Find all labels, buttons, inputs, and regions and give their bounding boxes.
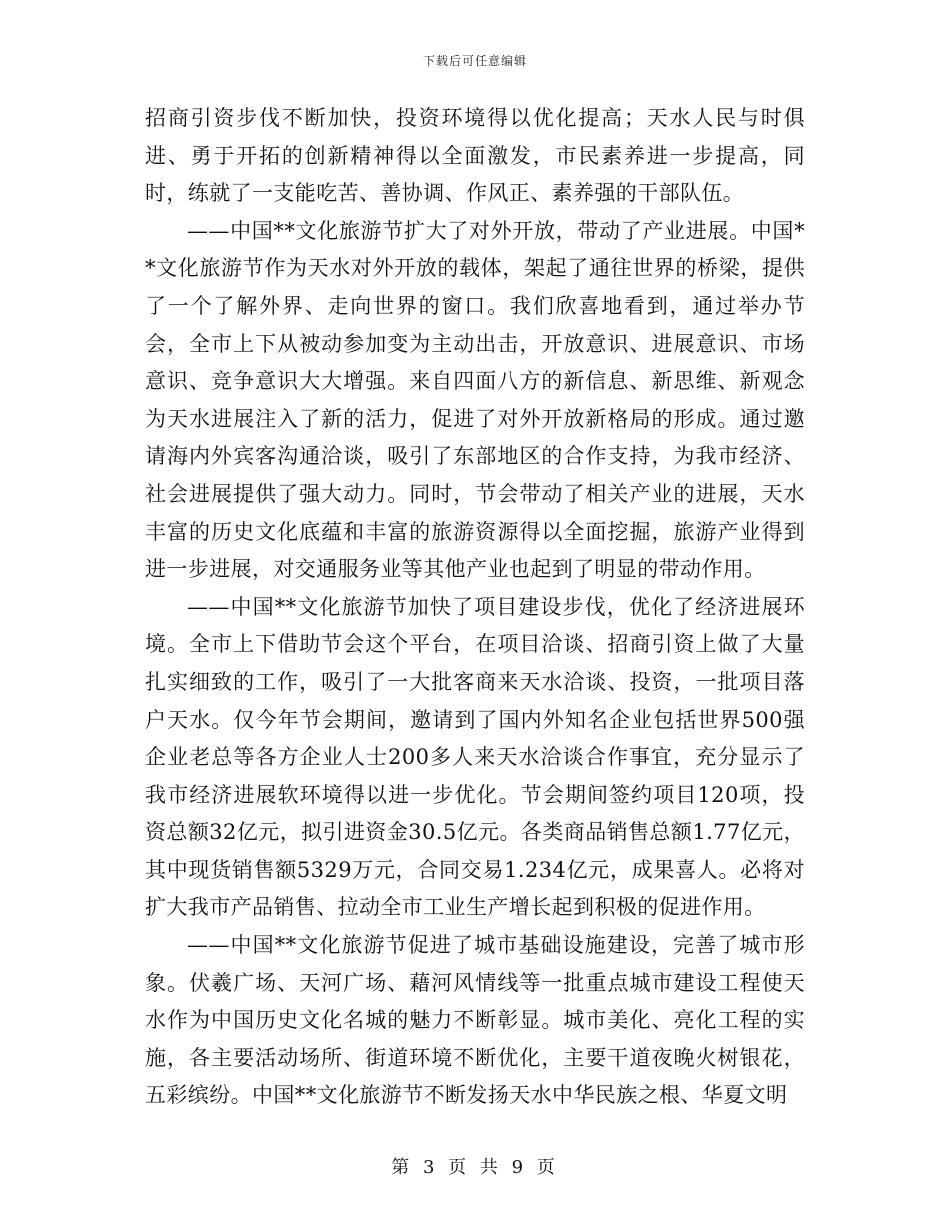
paragraph-city-infrastructure: ——中国**文化旅游节促进了城市基础设施建设，完善了城市形象。伏羲广场、天河广场、藉河风情线等一批重点城市建设工程使天水作为中国历史文化名城的魅力不断彰显。城市美化、亮化工程的实施，各主要活动场所、街道环境不断优化，主要干道夜晚火树银花，五彩缤纷。中国**文化旅游节不断发扬天水中华民族之根、华夏文明 — [145, 933, 805, 1108]
document-body — [145, 100, 805, 1115]
paragraph-continuation: 招商引资步伐不断加快，投资环境得以优化提高；天水人民与时俱进、勇于开拓的创新精神得以全面激发，市民素养进一步提高，同时，练就了一支能吃苦、善协调、作风正、素养强的干部队伍。 — [145, 106, 805, 206]
page-header-note: 下载后可任意编辑 — [422, 54, 527, 68]
paragraph-project-construction: ——中国**文化旅游节加快了项目建设步伐，优化了经济进展环境。全市上下借助节会这个平台，在项目洽谈、招商引资上做了大量扎实细致的工作，吸引了一大批客商来天水洽谈、投资，一批项目落户天水。仅今年节会期间，邀请到了国内外知名企业包括世界500强企业老总等各方企业人士200多人来天水洽谈合作事宜，充分显示了我市经济进展软环境得以进一步优化。节会期间签约项目120项，投资总额32亿元，拟引进资金30.5亿元。各类商品销售总额1.77亿元，其中现货销售额5329万元，合同交易1.234亿元，成果喜人。必将对扩大我市产品销售、拉动全市工业生产增长起到积极的促进作用。 — [145, 594, 805, 920]
paragraph-opening-up: ——中国**文化旅游节扩大了对外开放，带动了产业进展。中国**文化旅游节作为天水对外开放的载体，架起了通往世界的桥梁，提供了一个了解外界、走向世界的窗口。我们欣喜地看到，通过举办节会，全市上下从被动参加变为主动出击，开放意识、进展意识、市场意识、竞争意识大大增强。来自四面八方的新信息、新思维、新观念为天水进展注入了新的活力，促进了对外开放新格局的形成。通过邀请海内外宾客沟通洽谈，吸引了东部地区的合作支持，为我市经济、社会进展提供了强大动力。同时，节会带动了相关产业的进展，天水丰富的历史文化底蕴和丰富的旅游资源得以全面挖掘，旅游产业得到进一步进展，对交通服务业等其他产业也起到了明显的带动作用。 — [145, 218, 805, 582]
page-number: 第 3 页 共 9 页 — [391, 1157, 559, 1178]
